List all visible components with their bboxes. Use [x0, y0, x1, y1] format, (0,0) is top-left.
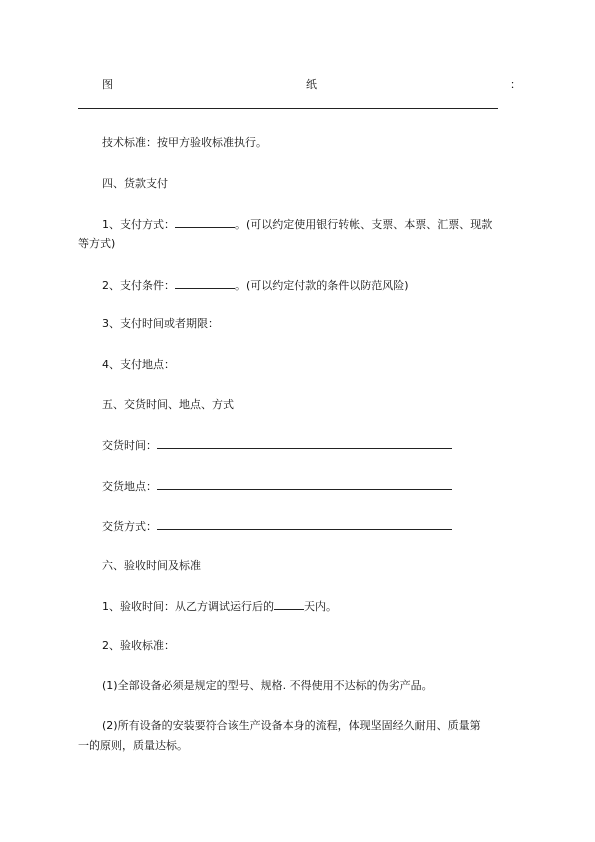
acceptance-time-line — [102, 596, 525, 617]
section-5-heading: 五、交货时间、地点、方式 — [102, 398, 234, 411]
delivery-place-line — [102, 476, 525, 497]
title-char-zhi: 纸 — [306, 78, 317, 91]
standard-item-2-line-2: 一的原则，质量达标。 — [78, 739, 188, 752]
delivery-place-blank[interactable] — [157, 476, 452, 490]
drawing-title-row — [102, 76, 522, 96]
title-char-tu: 图 — [102, 78, 113, 91]
payment-method-line — [102, 214, 525, 235]
acceptance-days-blank[interactable] — [274, 596, 304, 610]
payment-condition-note: 。(可以约定付款的条件以防范风险) — [235, 279, 409, 292]
delivery-time-label: 交货时间： — [102, 439, 157, 452]
title-underline — [78, 108, 498, 109]
payment-method-label: 1、支付方式： — [102, 218, 175, 231]
acceptance-time-post: 天内。 — [304, 600, 337, 613]
payment-condition-line — [102, 275, 525, 296]
acceptance-standard-line: 2、验收标准： — [102, 639, 175, 652]
payment-method-continuation: 等方式) — [78, 237, 116, 250]
payment-time-line: 3、支付时间或者期限： — [102, 317, 219, 330]
delivery-method-label: 交货方式： — [102, 520, 157, 533]
delivery-method-line — [102, 516, 525, 537]
delivery-method-blank[interactable] — [157, 516, 452, 530]
tech-standard-line: 技术标准：按甲方验收标准执行。 — [102, 136, 267, 149]
payment-method-note: 。(可以约定使用银行转帐、支票、本票、汇票、现款 — [235, 218, 493, 231]
delivery-time-blank[interactable] — [157, 435, 452, 449]
standard-item-2-line-1: (2)所有设备的安装要符合该生产设备本身的流程，体现坚固经久耐用、质量第 — [102, 719, 481, 732]
delivery-place-label: 交货地点： — [102, 480, 157, 493]
standard-item-1: (1)全部设备必须是规定的型号、规格. 不得使用不达标的伪劣产品。 — [102, 679, 433, 692]
delivery-time-line — [102, 435, 525, 456]
payment-method-blank[interactable] — [175, 214, 235, 228]
acceptance-time-pre: 1、验收时间：从乙方调试运行后的 — [102, 600, 274, 613]
section-4-heading: 四、货款支付 — [102, 177, 168, 190]
title-colon: ： — [510, 78, 521, 91]
payment-condition-label: 2、支付条件： — [102, 279, 175, 292]
payment-place-line: 4、支付地点： — [102, 358, 175, 371]
payment-condition-blank[interactable] — [175, 275, 235, 289]
section-6-heading: 六、验收时间及标准 — [102, 559, 201, 572]
